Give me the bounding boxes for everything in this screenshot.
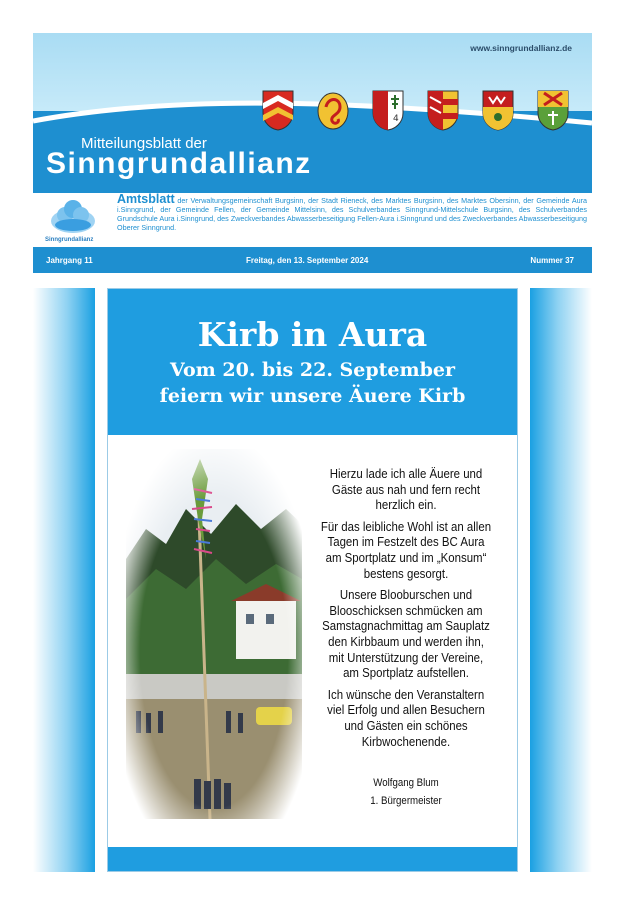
- sinngrundallianz-logo-icon: [43, 195, 103, 243]
- poster-subtitle-line2: feiern wir unsere Äuere Kirb: [159, 385, 466, 407]
- crest-row: [261, 89, 581, 135]
- poster-paragraph: Hierzu lade ich alle Äuere und Gäste aus nah und fern recht herzlich ein.: [329, 466, 483, 513]
- signer-name: Wolfgang Blum: [373, 777, 439, 789]
- right-gradient-strip: [530, 288, 592, 872]
- issue-info-bar: [33, 247, 592, 273]
- gold-dragon-crest-icon: [316, 89, 350, 131]
- poster-title: Kirb in Aura: [197, 315, 428, 354]
- poster-paragraph: Ich wünsche den Veranstaltern viel Erfolg und allen Besuchern und Gästen ein schönes Kirbwochenende.: [327, 686, 485, 749]
- issue-number: Nummer 37: [530, 256, 574, 265]
- amtsblatt-description: [117, 192, 588, 232]
- header-title: Sinngrundallianz: [46, 147, 312, 180]
- kirb-poster: [107, 288, 518, 872]
- red-fess-crest-icon: [426, 89, 460, 131]
- logo-text: Sinngrundallianz: [45, 237, 94, 243]
- issue-date: Freitag, den 13. September 2024: [246, 256, 369, 265]
- header-subtitle: Mitteilungsblatt der: [81, 135, 207, 152]
- red-yellow-crest-icon: [481, 89, 515, 131]
- poster-subtitle-line1: Vom 20. bis 22. September: [170, 359, 455, 381]
- svg-text:4: 4: [393, 114, 399, 124]
- poster-paragraph: Für das leibliche Wohl ist an allen Tagen im Festzelt des BC Aura am Sportplatz und im „Konsum“ bestens gesorgt.: [320, 518, 492, 581]
- kirchweih-tree-photo: [126, 449, 302, 819]
- red-white-chevron-crest-icon: [261, 89, 295, 131]
- issue-volume: Jahrgang 11: [46, 256, 93, 265]
- poster-paragraph: Unsere Blooburschen und Blooschicksen schmücken am Samstagnachmittag am Sauplatz den Kirbbaum und werden ihn, mit Unterstützung der Vereine, am Sportplatz aufstellen.: [322, 587, 490, 681]
- left-gradient-strip: [33, 288, 95, 872]
- header-banner: [33, 33, 592, 273]
- poster-body: [320, 466, 492, 755]
- red-tree-crest-icon: [371, 89, 405, 131]
- amtsblatt-label: Amtsblatt: [117, 192, 175, 206]
- website-url[interactable]: www.sinngrundallianz.de: [470, 43, 572, 53]
- green-red-crest-icon: [536, 89, 570, 131]
- poster-footer-band: [108, 847, 517, 871]
- signer-title: 1. Bürgermeister: [370, 795, 442, 807]
- amtsblatt-text: der Verwaltungsgemeinschaft Burgsinn, der Stadt Rieneck, des Marktes Burgsinn, des Marktes Obersinn, der Gemeinde Aura i.Sinngrund, der Gemeinde Fellen, der Gemeinde Mittelsinn, des Schulverbandes Sinngrund-Mittelschule Burgsinn, des Schulverbandes Grundschule Aura i.Sinngrund, des Zweckverbandes Abwasserbeseitigung Fellen-Aura i.Sinngrund und des Zweckverbandes Abwasserbeseitigung Oberer Sinngrund.: [117, 196, 588, 232]
